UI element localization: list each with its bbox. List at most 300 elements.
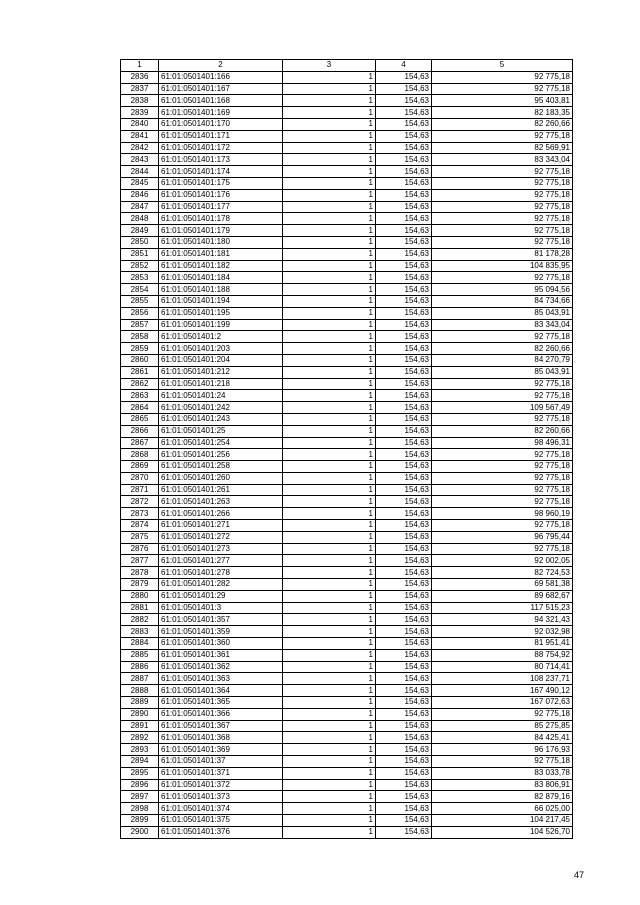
- table-row: [121, 567, 573, 579]
- value-cell: 80 714,41: [432, 661, 573, 673]
- value-cell: 92 775,18: [432, 378, 573, 390]
- area-cell: 154,63: [376, 107, 432, 119]
- table-row: [121, 638, 573, 650]
- area-cell: 154,63: [376, 531, 432, 543]
- row-number-cell: 2866: [121, 425, 159, 437]
- table-row: [121, 649, 573, 661]
- value-cell: 82 260,66: [432, 343, 573, 355]
- table-row: [121, 201, 573, 213]
- value-cell: 92 775,18: [432, 520, 573, 532]
- cadastral-number-cell: 61:01:0501401:29: [159, 590, 283, 602]
- quantity-cell: 1: [283, 779, 376, 791]
- value-cell: 98 960,19: [432, 508, 573, 520]
- row-number-cell: 2889: [121, 697, 159, 709]
- quantity-cell: 1: [283, 484, 376, 496]
- row-number-cell: 2879: [121, 579, 159, 591]
- area-cell: 154,63: [376, 484, 432, 496]
- quantity-cell: 1: [283, 472, 376, 484]
- area-cell: 154,63: [376, 260, 432, 272]
- row-number-cell: 2846: [121, 189, 159, 201]
- area-cell: 154,63: [376, 284, 432, 296]
- area-cell: 154,63: [376, 319, 432, 331]
- quantity-cell: 1: [283, 272, 376, 284]
- area-cell: 154,63: [376, 496, 432, 508]
- row-number-cell: 2841: [121, 130, 159, 142]
- table-row: [121, 166, 573, 178]
- row-number-cell: 2852: [121, 260, 159, 272]
- header-col-2: 2: [159, 60, 283, 72]
- value-cell: 92 775,18: [432, 413, 573, 425]
- value-cell: 92 775,18: [432, 543, 573, 555]
- table-row: [121, 602, 573, 614]
- cadastral-number-cell: 61:01:0501401:364: [159, 685, 283, 697]
- quantity-cell: 1: [283, 225, 376, 237]
- cadastral-number-cell: 61:01:0501401:166: [159, 71, 283, 83]
- area-cell: 154,63: [376, 673, 432, 685]
- table-row: [121, 295, 573, 307]
- cadastral-number-cell: 61:01:0501401:199: [159, 319, 283, 331]
- cadastral-number-cell: 61:01:0501401:24: [159, 390, 283, 402]
- table-row: [121, 579, 573, 591]
- quantity-cell: 1: [283, 508, 376, 520]
- value-cell: 94 321,43: [432, 614, 573, 626]
- quantity-cell: 1: [283, 142, 376, 154]
- table-row: [121, 366, 573, 378]
- table-row: [121, 461, 573, 473]
- value-cell: 85 275,85: [432, 720, 573, 732]
- value-cell: 88 754,92: [432, 649, 573, 661]
- row-number-cell: 2853: [121, 272, 159, 284]
- cadastral-number-cell: 61:01:0501401:173: [159, 154, 283, 166]
- row-number-cell: 2844: [121, 166, 159, 178]
- value-cell: 69 581,38: [432, 579, 573, 591]
- quantity-cell: 1: [283, 83, 376, 95]
- cadastral-number-cell: 61:01:0501401:372: [159, 779, 283, 791]
- area-cell: 154,63: [376, 83, 432, 95]
- cadastral-number-cell: 61:01:0501401:178: [159, 213, 283, 225]
- cadastral-number-cell: 61:01:0501401:362: [159, 661, 283, 673]
- row-number-cell: 2893: [121, 744, 159, 756]
- table-row: [121, 130, 573, 142]
- row-number-cell: 2842: [121, 142, 159, 154]
- row-number-cell: 2898: [121, 803, 159, 815]
- value-cell: 92 775,18: [432, 472, 573, 484]
- cadastral-number-cell: 61:01:0501401:367: [159, 720, 283, 732]
- value-cell: 83 343,04: [432, 319, 573, 331]
- area-cell: 154,63: [376, 378, 432, 390]
- value-cell: 98 496,31: [432, 437, 573, 449]
- area-cell: 154,63: [376, 697, 432, 709]
- value-cell: 92 775,18: [432, 225, 573, 237]
- cadastral-number-cell: 61:01:0501401:254: [159, 437, 283, 449]
- table-row: [121, 142, 573, 154]
- table-row: [121, 508, 573, 520]
- table-row: [121, 531, 573, 543]
- area-cell: 154,63: [376, 756, 432, 768]
- area-cell: 154,63: [376, 71, 432, 83]
- quantity-cell: 1: [283, 213, 376, 225]
- row-number-cell: 2899: [121, 815, 159, 827]
- cadastral-number-cell: 61:01:0501401:374: [159, 803, 283, 815]
- row-number-cell: 2860: [121, 354, 159, 366]
- quantity-cell: 1: [283, 378, 376, 390]
- value-cell: 84 270,79: [432, 354, 573, 366]
- cadastral-number-cell: 61:01:0501401:174: [159, 166, 283, 178]
- table-row: [121, 118, 573, 130]
- area-cell: 154,63: [376, 236, 432, 248]
- value-cell: 82 260,66: [432, 118, 573, 130]
- cadastral-number-cell: 61:01:0501401:359: [159, 626, 283, 638]
- area-cell: 154,63: [376, 614, 432, 626]
- row-number-cell: 2845: [121, 177, 159, 189]
- table-row: [121, 543, 573, 555]
- table-row: [121, 744, 573, 756]
- cadastral-number-cell: 61:01:0501401:184: [159, 272, 283, 284]
- quantity-cell: 1: [283, 95, 376, 107]
- value-cell: 117 515,23: [432, 602, 573, 614]
- quantity-cell: 1: [283, 614, 376, 626]
- table-row: [121, 767, 573, 779]
- value-cell: 92 775,18: [432, 390, 573, 402]
- area-cell: 154,63: [376, 272, 432, 284]
- table-row: [121, 697, 573, 709]
- quantity-cell: 1: [283, 803, 376, 815]
- row-number-cell: 2878: [121, 567, 159, 579]
- value-cell: 92 775,18: [432, 213, 573, 225]
- row-number-cell: 2850: [121, 236, 159, 248]
- area-cell: 154,63: [376, 579, 432, 591]
- row-number-cell: 2863: [121, 390, 159, 402]
- table-row: [121, 720, 573, 732]
- row-number-cell: 2891: [121, 720, 159, 732]
- row-number-cell: 2885: [121, 649, 159, 661]
- quantity-cell: 1: [283, 685, 376, 697]
- header-col-3: 3: [283, 60, 376, 72]
- value-cell: 81 178,28: [432, 248, 573, 260]
- quantity-cell: 1: [283, 649, 376, 661]
- row-number-cell: 2876: [121, 543, 159, 555]
- quantity-cell: 1: [283, 189, 376, 201]
- value-cell: 85 043,91: [432, 366, 573, 378]
- row-number-cell: 2883: [121, 626, 159, 638]
- area-cell: 154,63: [376, 708, 432, 720]
- row-number-cell: 2837: [121, 83, 159, 95]
- table-row: [121, 248, 573, 260]
- cadastral-number-cell: 61:01:0501401:376: [159, 826, 283, 838]
- area-cell: 154,63: [376, 767, 432, 779]
- area-cell: 154,63: [376, 177, 432, 189]
- table-row: [121, 673, 573, 685]
- table-row: [121, 354, 573, 366]
- row-number-cell: 2877: [121, 555, 159, 567]
- quantity-cell: 1: [283, 248, 376, 260]
- table-row: [121, 803, 573, 815]
- area-cell: 154,63: [376, 626, 432, 638]
- row-number-cell: 2875: [121, 531, 159, 543]
- row-number-cell: 2880: [121, 590, 159, 602]
- table-row: [121, 260, 573, 272]
- quantity-cell: 1: [283, 767, 376, 779]
- row-number-cell: 2840: [121, 118, 159, 130]
- table-row: [121, 555, 573, 567]
- table-row: [121, 626, 573, 638]
- cadastral-number-cell: 61:01:0501401:368: [159, 732, 283, 744]
- cadastral-number-cell: 61:01:0501401:172: [159, 142, 283, 154]
- row-number-cell: 2884: [121, 638, 159, 650]
- value-cell: 83 343,04: [432, 154, 573, 166]
- area-cell: 154,63: [376, 649, 432, 661]
- quantity-cell: 1: [283, 307, 376, 319]
- value-cell: 92 775,18: [432, 177, 573, 189]
- row-number-cell: 2836: [121, 71, 159, 83]
- cadastral-number-cell: 61:01:0501401:167: [159, 83, 283, 95]
- area-cell: 154,63: [376, 602, 432, 614]
- cadastral-number-cell: 61:01:0501401:371: [159, 767, 283, 779]
- row-number-cell: 2871: [121, 484, 159, 496]
- value-cell: 92 775,18: [432, 708, 573, 720]
- quantity-cell: 1: [283, 602, 376, 614]
- value-cell: 92 002,05: [432, 555, 573, 567]
- row-number-cell: 2897: [121, 791, 159, 803]
- row-number-cell: 2847: [121, 201, 159, 213]
- area-cell: 154,63: [376, 248, 432, 260]
- row-number-cell: 2854: [121, 284, 159, 296]
- value-cell: 82 260,66: [432, 425, 573, 437]
- quantity-cell: 1: [283, 826, 376, 838]
- quantity-cell: 1: [283, 555, 376, 567]
- cadastral-number-cell: 61:01:0501401:366: [159, 708, 283, 720]
- row-number-cell: 2886: [121, 661, 159, 673]
- cadastral-number-cell: 61:01:0501401:169: [159, 107, 283, 119]
- cadastral-number-cell: 61:01:0501401:261: [159, 484, 283, 496]
- value-cell: 92 775,18: [432, 272, 573, 284]
- table-row: [121, 496, 573, 508]
- cadastral-number-cell: 61:01:0501401:181: [159, 248, 283, 260]
- area-cell: 154,63: [376, 425, 432, 437]
- row-number-cell: 2848: [121, 213, 159, 225]
- value-cell: 82 183,35: [432, 107, 573, 119]
- table-row: [121, 791, 573, 803]
- quantity-cell: 1: [283, 543, 376, 555]
- quantity-cell: 1: [283, 201, 376, 213]
- table-row: [121, 319, 573, 331]
- cadastral-number-cell: 61:01:0501401:180: [159, 236, 283, 248]
- quantity-cell: 1: [283, 661, 376, 673]
- value-cell: 96 795,44: [432, 531, 573, 543]
- value-cell: 92 775,18: [432, 83, 573, 95]
- cadastral-number-cell: 61:01:0501401:212: [159, 366, 283, 378]
- table-row: [121, 343, 573, 355]
- row-number-cell: 2894: [121, 756, 159, 768]
- row-number-cell: 2856: [121, 307, 159, 319]
- cadastral-number-cell: 61:01:0501401:242: [159, 402, 283, 414]
- area-cell: 154,63: [376, 307, 432, 319]
- value-cell: 92 775,18: [432, 166, 573, 178]
- table-row: [121, 213, 573, 225]
- table-row: [121, 378, 573, 390]
- table-header-row: [121, 60, 573, 72]
- area-cell: 154,63: [376, 661, 432, 673]
- cadastral-table: [120, 59, 573, 839]
- cadastral-number-cell: 61:01:0501401:204: [159, 354, 283, 366]
- value-cell: 81 951,41: [432, 638, 573, 650]
- quantity-cell: 1: [283, 130, 376, 142]
- quantity-cell: 1: [283, 697, 376, 709]
- table-row: [121, 484, 573, 496]
- quantity-cell: 1: [283, 520, 376, 532]
- table-row: [121, 272, 573, 284]
- area-cell: 154,63: [376, 685, 432, 697]
- table-row: [121, 402, 573, 414]
- area-cell: 154,63: [376, 720, 432, 732]
- cadastral-number-cell: 61:01:0501401:271: [159, 520, 283, 532]
- area-cell: 154,63: [376, 791, 432, 803]
- row-number-cell: 2900: [121, 826, 159, 838]
- cadastral-number-cell: 61:01:0501401:218: [159, 378, 283, 390]
- value-cell: 83 033,78: [432, 767, 573, 779]
- cadastral-number-cell: 61:01:0501401:260: [159, 472, 283, 484]
- area-cell: 154,63: [376, 366, 432, 378]
- row-number-cell: 2862: [121, 378, 159, 390]
- value-cell: 104 835,95: [432, 260, 573, 272]
- quantity-cell: 1: [283, 166, 376, 178]
- cadastral-number-cell: 61:01:0501401:194: [159, 295, 283, 307]
- value-cell: 92 775,18: [432, 756, 573, 768]
- area-cell: 154,63: [376, 225, 432, 237]
- row-number-cell: 2858: [121, 331, 159, 343]
- table-row: [121, 390, 573, 402]
- value-cell: 92 775,18: [432, 461, 573, 473]
- cadastral-number-cell: 61:01:0501401:37: [159, 756, 283, 768]
- row-number-cell: 2895: [121, 767, 159, 779]
- cadastral-number-cell: 61:01:0501401:3: [159, 602, 283, 614]
- area-cell: 154,63: [376, 744, 432, 756]
- value-cell: 84 425,41: [432, 732, 573, 744]
- row-number-cell: 2874: [121, 520, 159, 532]
- table-row: [121, 815, 573, 827]
- quantity-cell: 1: [283, 425, 376, 437]
- table-row: [121, 472, 573, 484]
- quantity-cell: 1: [283, 673, 376, 685]
- row-number-cell: 2892: [121, 732, 159, 744]
- value-cell: 82 724,53: [432, 567, 573, 579]
- cadastral-number-cell: 61:01:0501401:195: [159, 307, 283, 319]
- quantity-cell: 1: [283, 331, 376, 343]
- cadastral-number-cell: 61:01:0501401:177: [159, 201, 283, 213]
- row-number-cell: 2851: [121, 248, 159, 260]
- quantity-cell: 1: [283, 343, 376, 355]
- value-cell: 89 682,67: [432, 590, 573, 602]
- cadastral-number-cell: 61:01:0501401:175: [159, 177, 283, 189]
- area-cell: 154,63: [376, 508, 432, 520]
- table-row: [121, 154, 573, 166]
- cadastral-number-cell: 61:01:0501401:256: [159, 449, 283, 461]
- value-cell: 104 217,45: [432, 815, 573, 827]
- value-cell: 85 043,91: [432, 307, 573, 319]
- area-cell: 154,63: [376, 142, 432, 154]
- value-cell: 92 775,18: [432, 449, 573, 461]
- value-cell: 92 775,18: [432, 201, 573, 213]
- row-number-cell: 2882: [121, 614, 159, 626]
- area-cell: 154,63: [376, 189, 432, 201]
- area-cell: 154,63: [376, 390, 432, 402]
- cadastral-number-cell: 61:01:0501401:170: [159, 118, 283, 130]
- cadastral-number-cell: 61:01:0501401:363: [159, 673, 283, 685]
- quantity-cell: 1: [283, 626, 376, 638]
- quantity-cell: 1: [283, 744, 376, 756]
- quantity-cell: 1: [283, 390, 376, 402]
- area-cell: 154,63: [376, 555, 432, 567]
- area-cell: 154,63: [376, 472, 432, 484]
- quantity-cell: 1: [283, 756, 376, 768]
- value-cell: 104 526,70: [432, 826, 573, 838]
- quantity-cell: 1: [283, 118, 376, 130]
- area-cell: 154,63: [376, 118, 432, 130]
- quantity-cell: 1: [283, 590, 376, 602]
- row-number-cell: 2888: [121, 685, 159, 697]
- quantity-cell: 1: [283, 402, 376, 414]
- table-row: [121, 661, 573, 673]
- cadastral-number-cell: 61:01:0501401:188: [159, 284, 283, 296]
- row-number-cell: 2839: [121, 107, 159, 119]
- area-cell: 154,63: [376, 413, 432, 425]
- area-cell: 154,63: [376, 295, 432, 307]
- value-cell: 95 094,56: [432, 284, 573, 296]
- row-number-cell: 2865: [121, 413, 159, 425]
- row-number-cell: 2896: [121, 779, 159, 791]
- area-cell: 154,63: [376, 567, 432, 579]
- area-cell: 154,63: [376, 201, 432, 213]
- value-cell: 92 775,18: [432, 484, 573, 496]
- cadastral-number-cell: 61:01:0501401:258: [159, 461, 283, 473]
- cadastral-number-cell: 61:01:0501401:179: [159, 225, 283, 237]
- quantity-cell: 1: [283, 732, 376, 744]
- row-number-cell: 2861: [121, 366, 159, 378]
- area-cell: 154,63: [376, 779, 432, 791]
- value-cell: 92 775,18: [432, 189, 573, 201]
- area-cell: 154,63: [376, 461, 432, 473]
- area-cell: 154,63: [376, 343, 432, 355]
- area-cell: 154,63: [376, 803, 432, 815]
- table-row: [121, 520, 573, 532]
- row-number-cell: 2869: [121, 461, 159, 473]
- row-number-cell: 2868: [121, 449, 159, 461]
- cadastral-number-cell: 61:01:0501401:168: [159, 95, 283, 107]
- row-number-cell: 2849: [121, 225, 159, 237]
- row-number-cell: 2855: [121, 295, 159, 307]
- value-cell: 84 734,66: [432, 295, 573, 307]
- cadastral-number-cell: 61:01:0501401:25: [159, 425, 283, 437]
- header-col-4: 4: [376, 60, 432, 72]
- table-row: [121, 590, 573, 602]
- table-row: [121, 331, 573, 343]
- table-row: [121, 708, 573, 720]
- value-cell: 92 032,98: [432, 626, 573, 638]
- table-row: [121, 307, 573, 319]
- table-row: [121, 284, 573, 296]
- quantity-cell: 1: [283, 437, 376, 449]
- area-cell: 154,63: [376, 402, 432, 414]
- value-cell: 109 567,49: [432, 402, 573, 414]
- quantity-cell: 1: [283, 366, 376, 378]
- value-cell: 82 879,16: [432, 791, 573, 803]
- value-cell: 96 176,93: [432, 744, 573, 756]
- row-number-cell: 2873: [121, 508, 159, 520]
- table-row: [121, 425, 573, 437]
- value-cell: 108 237,71: [432, 673, 573, 685]
- table-row: [121, 685, 573, 697]
- area-cell: 154,63: [376, 815, 432, 827]
